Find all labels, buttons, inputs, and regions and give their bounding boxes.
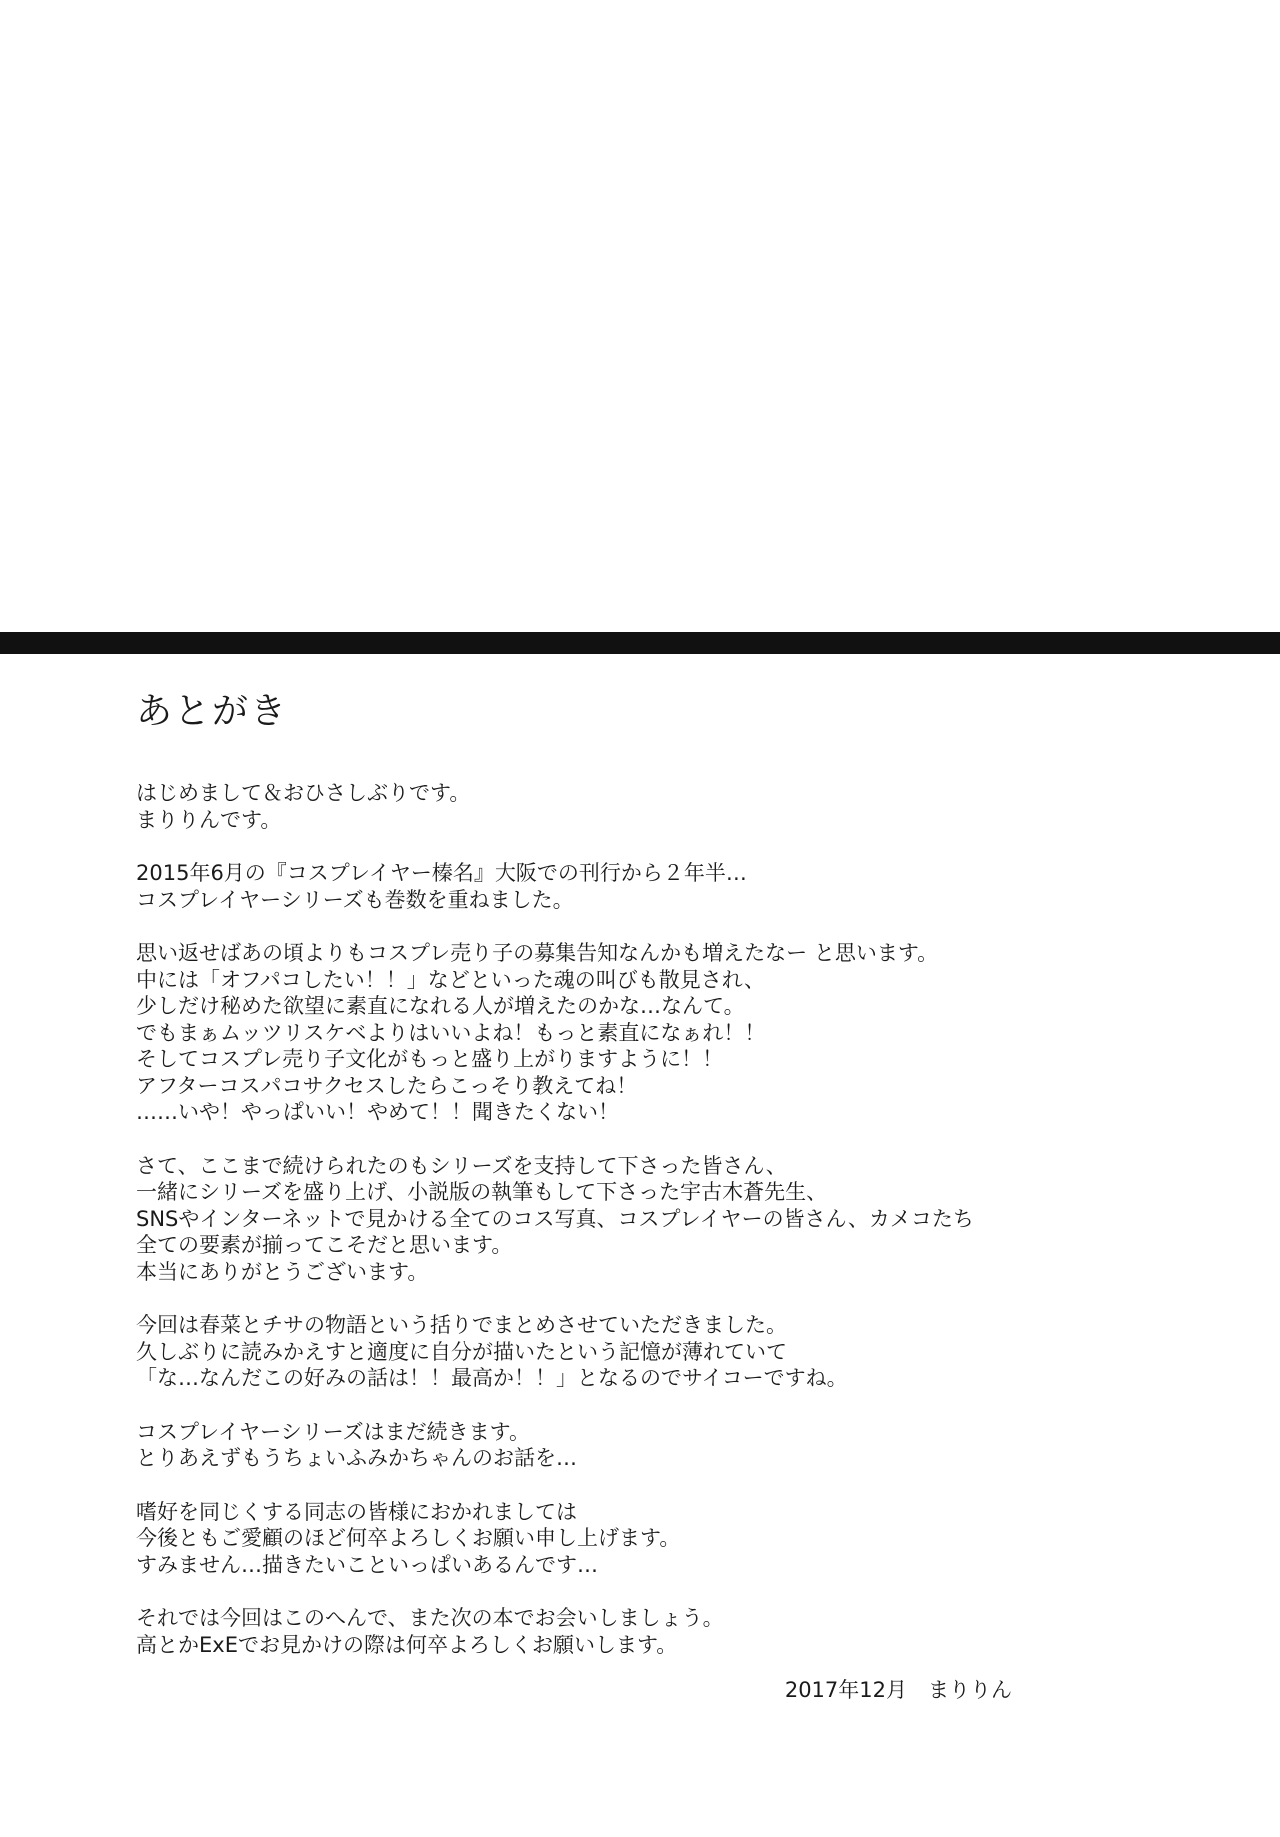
text-line: ……いや！やっぱいい！やめて！！聞きたくない！ [136, 1100, 619, 1124]
text-line: SNSやインターネットで見かける全てのコス写真、コスプレイヤーの皆さん、カメコたち [136, 1206, 974, 1231]
text-line: 高とかExEでお見かけの際は何卒よろしくお願いします。 [136, 1632, 678, 1657]
text-line: そしてコスプレ売り子文化がもっと盛り上がりますように！！ [136, 1047, 724, 1071]
text-line: でもまぁムッツリスケベよりはいいよね！もっと素直になぁれ！！ [136, 1020, 766, 1045]
text-line: さて、ここまで続けられたのもシリーズを支持して下さった皆さん、 [136, 1153, 787, 1178]
text-line: はじめまして＆おひさしぶりです。 [136, 781, 471, 805]
paragraph [136, 1312, 1176, 1392]
paragraph [136, 1499, 1176, 1579]
paragraph [136, 860, 1176, 913]
paragraph [136, 1419, 1176, 1472]
afterword-body [136, 780, 1176, 1685]
paragraph [136, 940, 1176, 1126]
text-line: コスプレイヤーシリーズも巻数を重ねました。 [136, 887, 574, 912]
divider-bar [0, 632, 1280, 654]
text-line: すみません…描きたいこといっぱいあるんです… [136, 1552, 598, 1577]
text-line: 全ての要素が揃ってこそだと思います。 [136, 1233, 513, 1257]
text-line: 一緒にシリーズを盛り上げ、小説版の執筆もして下さった宇古木蒼先生、 [136, 1180, 828, 1204]
paragraph [136, 1153, 1176, 1286]
text-line: 思い返せばあの頃よりもコスプレ売り子の募集告知なんかも増えたなー と思います。 [136, 941, 939, 965]
date-signature: 2017年12月 まりりん [784, 1678, 1012, 1702]
text-line: 本当にありがとうございます。 [136, 1259, 429, 1284]
paragraph [136, 1605, 1176, 1658]
text-line: 今後ともご愛顧のほど何卒よろしくお願い申し上げます。 [136, 1526, 681, 1550]
text-line: 久しぶりに読みかえすと適度に自分が描いたという記憶が薄れていて [136, 1339, 787, 1364]
text-line: 嗜好を同じくする同志の皆様におかれましては [136, 1499, 577, 1524]
text-line: とりあえずもうちょいふみかちゃんのお話を… [136, 1446, 577, 1470]
text-line: 2015年6月の『コスプレイヤー榛名』大阪での刊行から２年半… [136, 861, 747, 885]
text-line: 中には「オフパコしたい！！」などといった魂の叫びも散見され、 [136, 967, 765, 992]
text-line: アフターコスパコサクセスしたらこっそり教えてね！ [136, 1073, 638, 1098]
paragraph [136, 780, 1176, 833]
text-line: 少しだけ秘めた欲望に素直になれる人が増えたのかな…なんて。 [136, 994, 745, 1018]
text-line: まりりんです。 [136, 807, 282, 832]
text-line: コスプレイヤーシリーズはまだ続きます。 [136, 1419, 530, 1444]
text-line: 今回は春菜とチサの物語という括りでまとめさせていただきました。 [136, 1313, 787, 1337]
text-line: それでは今回はこのへんで、また次の本でお会いしましょう。 [136, 1606, 724, 1630]
text-line: 「な…なんだこの好みの話は！！最高か！！」となるのでサイコーですね。 [136, 1366, 848, 1390]
page-title: あとがき [136, 691, 289, 732]
